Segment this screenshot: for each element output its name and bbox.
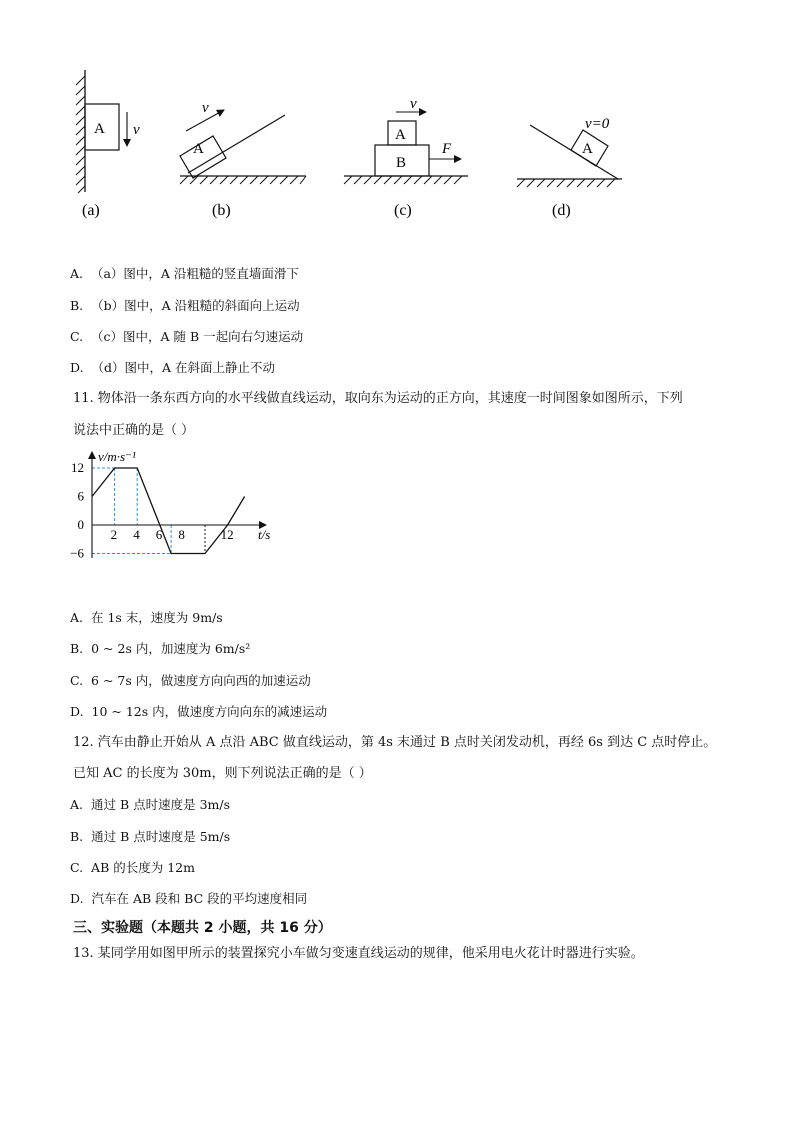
option-text: （b）图中，A 沿粗糙的斜面向上运动 [91,298,300,313]
q10-option-a [70,266,299,282]
q13-stem: 13. 某同学用如图甲所示的装置探究小车做匀变速直线运动的规律，他采用电火花计时器进行实验。 [73,946,644,961]
x-tick-label: 4 [133,527,140,542]
panel-a-label: (a) [82,202,100,219]
block-a-label: A [582,141,593,157]
panel-b [180,100,306,219]
x-tick-label: 6 [155,527,163,542]
panel-b-label: (b) [212,202,231,219]
option-letter: D. [70,704,84,719]
panel-d-label: (d) [552,202,571,219]
x-tick-label: 8 [178,527,185,542]
q11-option-c [70,673,311,689]
y-axis-label: v/m·s⁻¹ [98,449,136,464]
option-letter: D. [70,891,84,906]
q12-stem-line1: 12. 汽车由静止开始从 A 点沿 ABC 做直线运动，第 4s 末通过 B 点时关闭发动机，再经 6s 到达 C 点时停止。 [73,735,717,750]
option-text: 10 ~ 12s 内，做速度方向向东的减速运动 [91,704,328,719]
block-a-label: A [94,121,105,137]
option-text: （a）图中，A 沿粗糙的竖直墙面滑下 [90,266,299,281]
option-letter: A. [70,266,84,281]
option-letter: C. [70,860,84,875]
force-label: F [442,141,452,157]
panel-d [517,116,622,219]
q12-stem-line2: 已知 AC 的长度为 30m，则下列说法正确的是（ ） [73,766,372,781]
q12-option-c [70,860,195,876]
option-text: 通过 B 点时速度是 3m/s [90,797,231,812]
velocity-label: v [133,122,140,138]
option-letter: B. [70,641,84,656]
option-letter: A. [70,610,84,625]
option-text: 汽车在 AB 段和 BC 段的平均速度相同 [91,891,308,906]
q12-option-a [70,797,230,813]
panel-c [344,96,468,219]
option-text: 6 ~ 7s 内，做速度方向向西的加速运动 [91,673,311,688]
guide-lines [92,468,205,554]
panel-c-label: (c) [394,202,412,219]
y-tick-label: 12 [71,460,84,475]
option-text: （d）图中，A 在斜面上静止不动 [91,360,276,375]
block-a-label: A [395,127,406,143]
vt-graph [0,440,330,570]
q10-option-d [70,360,275,376]
option-letter: B. [70,298,84,313]
q11-option-d [70,704,327,720]
q11-option-b [70,641,250,657]
y-tick-label: 0 [77,517,84,532]
q11-option-a [70,610,223,626]
x-tick-label: 2 [110,527,118,542]
y-tick-label: −6 [70,545,84,561]
option-letter: B. [70,829,84,844]
x-tick-label: 12 [220,527,234,542]
panel-a [76,70,140,219]
velocity-label: v [410,96,417,112]
option-text: 在 1s 末，速度为 9m/s [90,610,223,625]
q12-option-d [70,891,307,907]
option-text: 通过 B 点时速度是 5m/s [91,829,231,844]
q10-option-b [70,298,300,314]
option-letter: C. [70,673,84,688]
q11-stem-line2: 说法中正确的是（ ） [73,423,195,438]
q11-stem-line1: 11. 物体沿一条东西方向的水平线做直线运动，取向东为运动的正方向，其速度一时间图象如图所示，下列 [73,391,683,406]
x-axis-label: t/s [258,527,271,542]
q12-option-b [70,829,230,845]
option-letter: A. [70,797,84,812]
option-text: （c）图中，A 随 B 一起向右匀速运动 [91,329,304,344]
option-text: AB 的长度为 12m [91,860,195,875]
y-tick-label: 6 [77,488,84,504]
block-b-label: B [396,155,407,171]
block-a-label: A [193,141,204,157]
section-title: 三、实验题（本题共 2 小题，共 16 分） [73,920,332,936]
option-letter: C. [70,329,84,344]
option-letter: D. [70,360,84,375]
q10-option-c [70,329,303,345]
q10-figure [0,0,794,235]
velocity-label: v [202,100,209,116]
velocity-label: v=0 [585,116,610,132]
option-text: 0 ~ 2s 内，加速度为 6m/s² [91,641,251,656]
